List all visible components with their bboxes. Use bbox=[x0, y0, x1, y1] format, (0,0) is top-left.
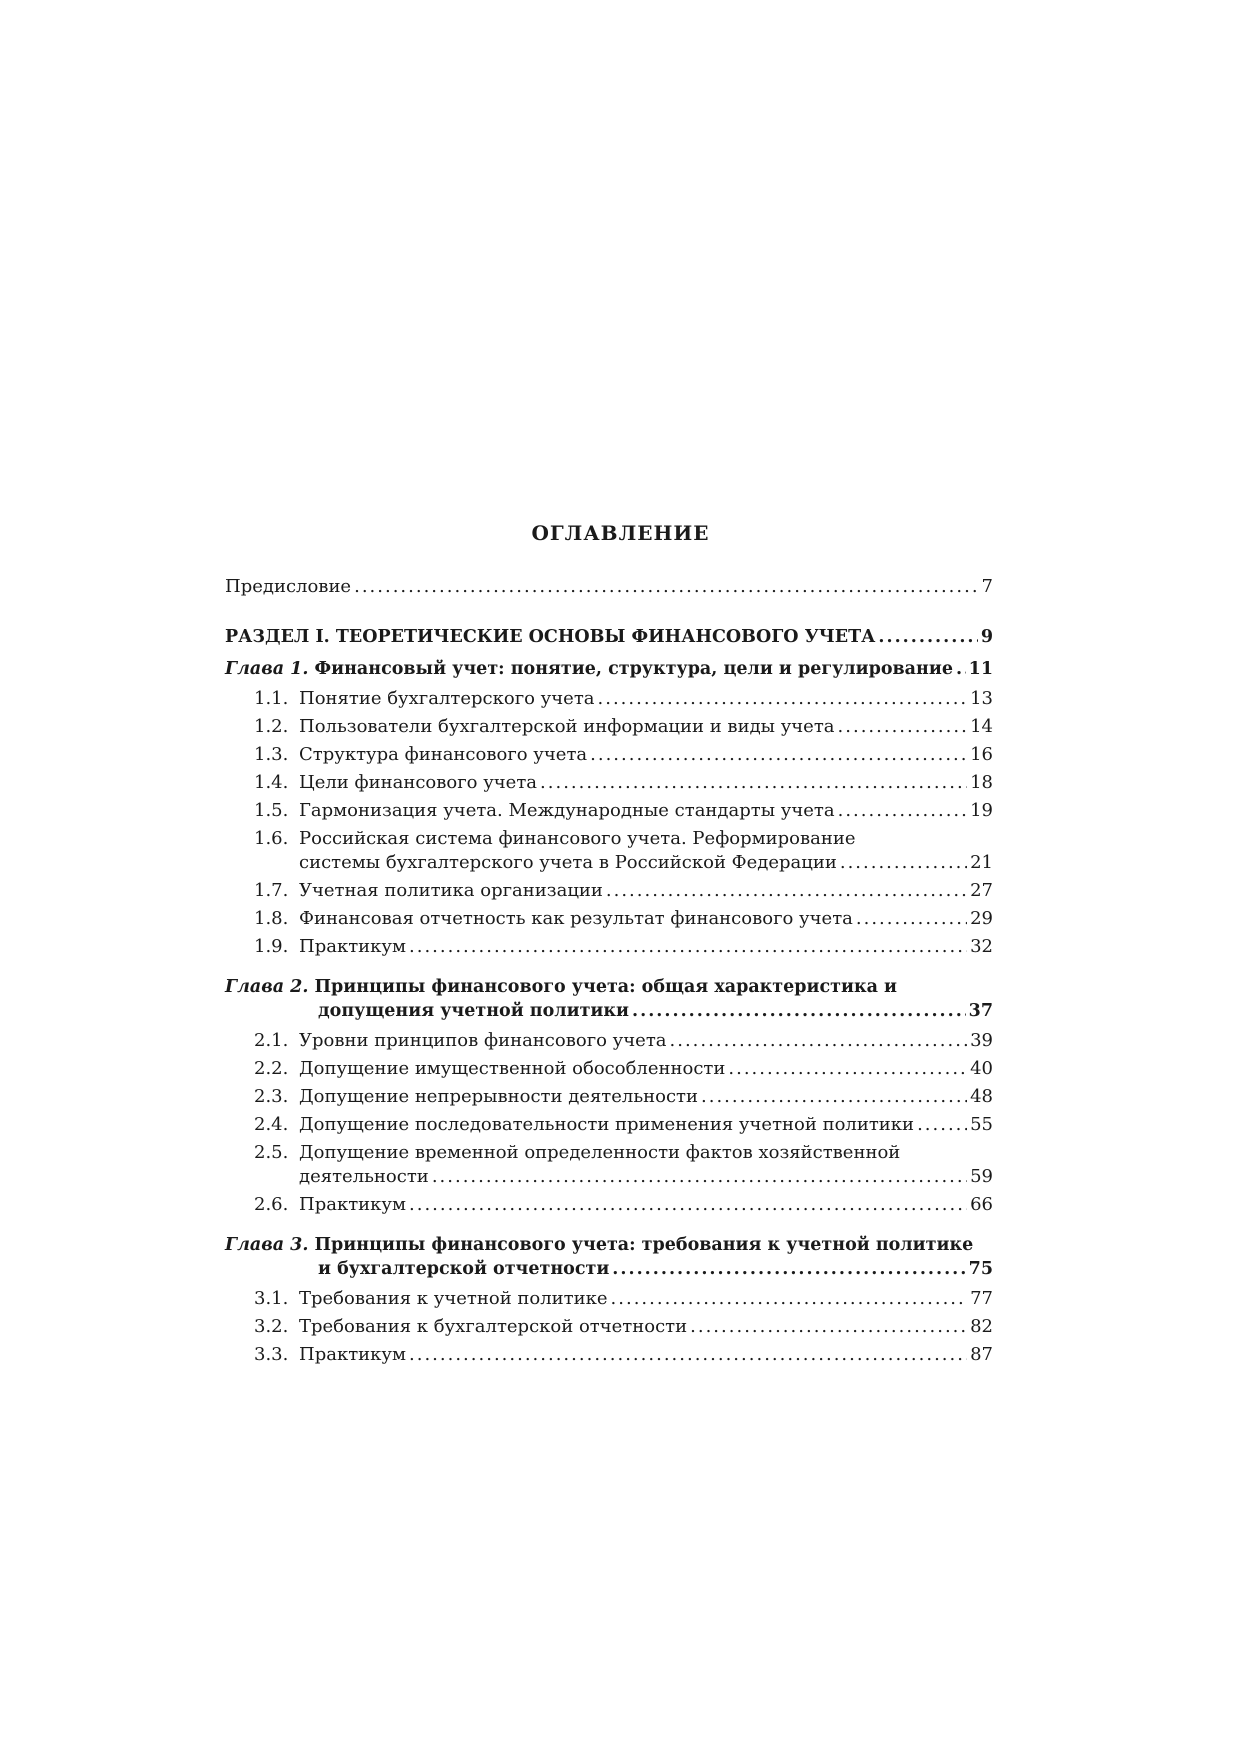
section-number: 1.7. bbox=[254, 880, 289, 901]
section-title-row bbox=[254, 771, 993, 795]
toc-page-number: 21 bbox=[970, 852, 993, 873]
toc-entry-section[interactable] bbox=[225, 687, 993, 711]
section-title-text: Практикум bbox=[299, 936, 406, 957]
toc-entry-label: Предисловие bbox=[225, 576, 352, 597]
toc-page-number: 16 bbox=[970, 744, 993, 765]
leader-dots bbox=[856, 907, 967, 931]
toc-entry-section[interactable] bbox=[225, 1113, 993, 1137]
leader-dots bbox=[409, 1193, 967, 1217]
toc-page-number: 55 bbox=[970, 1114, 993, 1135]
toc-entry-section[interactable] bbox=[225, 799, 993, 823]
section-title bbox=[254, 907, 853, 931]
chapter-title-line1: Финансовый учет: понятие, структура, цели и регулирование bbox=[314, 659, 953, 679]
section-title-row bbox=[254, 879, 993, 903]
section-title-line2: системы бухгалтерского учета в Российской Федерации bbox=[299, 852, 837, 873]
section-number: 2.6. bbox=[254, 1194, 289, 1215]
section-title-line2: деятельности bbox=[299, 1166, 429, 1187]
section-title bbox=[254, 1113, 914, 1137]
section-title-row bbox=[254, 799, 993, 823]
toc-page-number: 82 bbox=[970, 1316, 993, 1337]
chapter-title-row bbox=[225, 1257, 993, 1281]
section-title-text: Практикум bbox=[299, 1344, 406, 1365]
section-title-text: Практикум bbox=[299, 1194, 406, 1215]
toc-entry-section[interactable] bbox=[225, 1315, 993, 1339]
toc-page-number: 39 bbox=[970, 1030, 993, 1051]
toc-page-number: 11 bbox=[968, 659, 993, 679]
section-title-row bbox=[254, 1165, 993, 1189]
leader-dots bbox=[354, 575, 978, 599]
section-title bbox=[254, 1287, 608, 1311]
section-title bbox=[254, 935, 406, 959]
toc-entry-section[interactable] bbox=[225, 715, 993, 739]
section-title-row bbox=[254, 743, 993, 767]
toc-page-number: 87 bbox=[970, 1344, 993, 1365]
section-title-line1: Допущение временной определенности фактов хозяйственной bbox=[299, 1142, 901, 1163]
toc-entry-section[interactable] bbox=[225, 1141, 993, 1189]
leader-dots bbox=[409, 1343, 967, 1367]
toc-page-number: 77 bbox=[970, 1288, 993, 1309]
leader-dots bbox=[432, 1165, 967, 1189]
section-title-text: Пользователи бухгалтерской информации и виды учета bbox=[299, 716, 835, 737]
leader-dots bbox=[598, 687, 968, 711]
section-title bbox=[254, 1085, 698, 1109]
section-title-text: Гармонизация учета. Международные стандарты учета bbox=[299, 800, 835, 821]
toc-page-number: 19 bbox=[970, 800, 993, 821]
toc-entry-section[interactable] bbox=[225, 1057, 993, 1081]
section-title-text: Требования к бухгалтерской отчетности bbox=[299, 1316, 688, 1337]
leader-dots bbox=[917, 1113, 967, 1137]
leader-dots bbox=[590, 743, 967, 767]
section-number: 1.1. bbox=[254, 688, 289, 709]
toc-entry-section[interactable] bbox=[225, 1287, 993, 1311]
section-title bbox=[254, 1315, 687, 1339]
leader-dots bbox=[690, 1315, 967, 1339]
chapter-prefix: Глава 2. bbox=[225, 977, 309, 997]
section-number: 1.4. bbox=[254, 772, 289, 793]
section-title-row bbox=[254, 851, 993, 875]
leader-dots bbox=[728, 1057, 967, 1081]
section-title bbox=[254, 1193, 406, 1217]
section-title bbox=[254, 687, 595, 711]
chapter-title-row bbox=[225, 657, 993, 681]
leader-dots bbox=[540, 771, 967, 795]
table-of-contents bbox=[225, 575, 993, 1367]
toc-entry-section[interactable] bbox=[225, 1085, 993, 1109]
section-title-line1: Российская система финансового учета. Реформирование bbox=[299, 828, 856, 849]
section-title-row bbox=[254, 1029, 993, 1053]
toc-page-number: 59 bbox=[970, 1166, 993, 1187]
section-title bbox=[254, 743, 587, 767]
toc-entry-section[interactable] bbox=[225, 879, 993, 903]
leader-dots bbox=[670, 1029, 968, 1053]
toc-page-number: 18 bbox=[970, 772, 993, 793]
section-number: 3.2. bbox=[254, 1316, 289, 1337]
chapter-title-line1: Принципы финансового учета: требования к учетной политике bbox=[314, 1235, 974, 1255]
toc-page-number: 29 bbox=[970, 908, 993, 929]
leader-dots bbox=[409, 935, 967, 959]
section-number: 1.2. bbox=[254, 716, 289, 737]
toc-entry-chapter-1[interactable] bbox=[225, 657, 993, 681]
section-title bbox=[254, 879, 603, 903]
chapter-prefix: Глава 1. bbox=[225, 659, 309, 679]
chapter-title-line1: Принципы финансового учета: общая характеристика и bbox=[314, 977, 898, 997]
toc-entry-preface[interactable] bbox=[225, 575, 993, 599]
toc-entry-chapter-3[interactable] bbox=[225, 1233, 993, 1281]
section-title bbox=[254, 771, 537, 795]
chapter-title-row bbox=[225, 975, 993, 999]
toc-entry-part[interactable] bbox=[225, 625, 993, 649]
leader-dots bbox=[632, 999, 966, 1023]
leader-dots bbox=[878, 625, 977, 649]
section-number: 2.2. bbox=[254, 1058, 289, 1079]
leader-dots bbox=[606, 879, 967, 903]
section-title-row bbox=[254, 687, 993, 711]
chapter-title-row bbox=[225, 999, 993, 1023]
section-title bbox=[254, 799, 835, 823]
section-title-text: Требования к учетной политике bbox=[299, 1288, 608, 1309]
toc-entry-section[interactable] bbox=[225, 743, 993, 767]
section-title-row bbox=[254, 907, 993, 931]
toc-page-number: 13 bbox=[970, 688, 993, 709]
toc-page-number: 37 bbox=[968, 1001, 993, 1021]
section-number: 1.3. bbox=[254, 744, 289, 765]
toc-page-number: 14 bbox=[970, 716, 993, 737]
chapter-title-line2: и бухгалтерской отчетности bbox=[318, 1259, 610, 1279]
toc-page-number: 75 bbox=[968, 1259, 993, 1279]
chapter-prefix: Глава 3. bbox=[225, 1235, 309, 1255]
section-number: 1.9. bbox=[254, 936, 289, 957]
section-title-text: Допущение непрерывности деятельности bbox=[299, 1086, 699, 1107]
leader-dots bbox=[838, 715, 968, 739]
section-number: 2.1. bbox=[254, 1030, 289, 1051]
section-title-row bbox=[254, 1141, 993, 1165]
toc-entry-section[interactable] bbox=[225, 771, 993, 795]
section-number: 1.6. bbox=[254, 828, 289, 849]
section-number: 3.1. bbox=[254, 1288, 289, 1309]
leader-dots bbox=[838, 799, 967, 823]
page-title: ОГЛАВЛЕНИЕ bbox=[531, 521, 710, 545]
section-number: 2.4. bbox=[254, 1114, 289, 1135]
chapter-title bbox=[225, 657, 953, 681]
section-title-row bbox=[254, 1315, 993, 1339]
toc-entry-section[interactable] bbox=[225, 1029, 993, 1053]
section-title-text: Финансовая отчетность как результат финансового учета bbox=[299, 908, 853, 929]
section-title-row bbox=[254, 1085, 993, 1109]
toc-page-number: 27 bbox=[970, 880, 993, 901]
toc-entry-section[interactable] bbox=[225, 1343, 993, 1367]
toc-page-number: 66 bbox=[970, 1194, 993, 1215]
section-title-row bbox=[254, 827, 993, 851]
section-title-text: Допущение последовательности применения учетной политики bbox=[299, 1114, 915, 1135]
section-number: 3.3. bbox=[254, 1344, 289, 1365]
section-title-row bbox=[254, 1193, 993, 1217]
section-title bbox=[254, 1029, 667, 1053]
leader-dots bbox=[611, 1287, 968, 1311]
leader-dots bbox=[956, 657, 966, 681]
toc-entry-section[interactable] bbox=[225, 827, 993, 875]
leader-dots bbox=[612, 1257, 965, 1281]
section-title-text: Уровни принципов финансового учета bbox=[299, 1030, 667, 1051]
section-title-row bbox=[254, 1057, 993, 1081]
section-title bbox=[254, 715, 835, 739]
toc-entry-section[interactable] bbox=[225, 935, 993, 959]
toc-entry-section[interactable] bbox=[225, 1193, 993, 1217]
section-title bbox=[254, 1343, 406, 1367]
section-title-row bbox=[254, 1343, 993, 1367]
leader-dots bbox=[701, 1085, 967, 1109]
chapter-title-row bbox=[225, 1233, 993, 1257]
toc-page-number: 32 bbox=[970, 936, 993, 957]
section-number: 2.3. bbox=[254, 1086, 289, 1107]
section-number: 1.8. bbox=[254, 908, 289, 929]
section-number: 2.5. bbox=[254, 1142, 289, 1163]
leader-dots bbox=[840, 851, 967, 875]
toc-page-number: 40 bbox=[970, 1058, 993, 1079]
toc-page-number: 7 bbox=[981, 576, 993, 597]
toc-entry-section[interactable] bbox=[225, 907, 993, 931]
section-title-text: Понятие бухгалтерского учета bbox=[299, 688, 595, 709]
chapter-list bbox=[225, 657, 993, 1367]
chapter-title-line2: допущения учетной политики bbox=[318, 1001, 630, 1021]
section-title-row bbox=[254, 715, 993, 739]
toc-entry-chapter-2[interactable] bbox=[225, 975, 993, 1023]
section-title-row bbox=[254, 1287, 993, 1311]
section-title-text: Цели финансового учета bbox=[299, 772, 538, 793]
section-title-row bbox=[254, 935, 993, 959]
section-title-text: Учетная политика организации bbox=[299, 880, 603, 901]
toc-page-number: 48 bbox=[970, 1086, 993, 1107]
section-number: 1.5. bbox=[254, 800, 289, 821]
toc-part-label: РАЗДЕЛ I. ТЕОРЕТИЧЕСКИЕ ОСНОВЫ ФИНАНСОВОГО УЧЕТА bbox=[225, 627, 876, 647]
toc-page-number: 9 bbox=[980, 627, 993, 647]
section-title-row bbox=[254, 1113, 993, 1137]
section-title bbox=[254, 1057, 725, 1081]
section-title-text: Структура финансового учета bbox=[299, 744, 588, 765]
section-title-text: Допущение имущественной обособленности bbox=[299, 1058, 726, 1079]
